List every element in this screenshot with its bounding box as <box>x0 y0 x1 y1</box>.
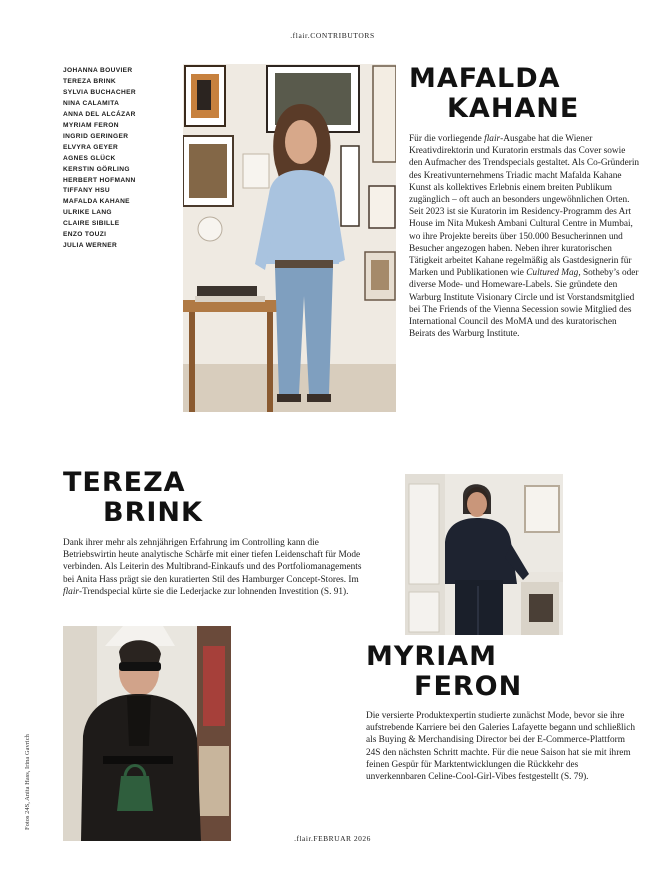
mafalda-kahane-photo <box>183 64 396 412</box>
first-name: TEREZA <box>63 467 186 498</box>
contributor-name: AGNES GLÜCK <box>63 154 116 162</box>
tereza-brink-name <box>63 468 263 528</box>
first-name: MAFALDA <box>409 63 561 94</box>
contributor-name: MAFALDA KAHANE <box>63 198 130 206</box>
contributor-name: NINA CALAMITA <box>63 99 120 107</box>
contributor-name: TIFFANY HSU <box>63 187 110 195</box>
last-name: KAHANE <box>447 93 580 124</box>
last-name: FERON <box>414 671 523 702</box>
myriam-feron-name <box>366 642 566 702</box>
page-footer: .flair.FEBRUAR 2026 <box>294 834 371 843</box>
tereza-brink-photo <box>63 626 231 841</box>
section-header: .flair.CONTRIBUTORS <box>290 31 375 40</box>
contributor-name: ENZO TOUZI <box>63 231 107 239</box>
mafalda-kahane-name <box>409 64 609 124</box>
contributor-name: CLAIRE SIBILLE <box>63 220 120 228</box>
first-name: MYRIAM <box>366 641 498 672</box>
myriam-feron-photo <box>405 474 563 635</box>
contributor-name: INGRID GERINGER <box>63 132 129 140</box>
photo-credit: Fotos 24S, Anita Hass, Irina Gavrich <box>24 734 31 830</box>
contributor-name: MYRIAM FERON <box>63 121 119 129</box>
contributor-name: ELVYRA GEYER <box>63 143 119 151</box>
contributor-name: TEREZA BRINK <box>63 77 117 85</box>
contributor-name: JOHANNA BOUVIER <box>63 67 133 74</box>
myriam-feron-bio: Die versierte Produktexpertin studierte zunächst Mode, bevor sie ihre aufstrebende Karriere bei den Galeries Lafayette begann und schließlich als Buying & Merchandising Director bei der E-Commerce-Plattform 24S den nächsten Schritt machte. Für die neue Saison hat sie mit ihrem feinen Gespür für Marktentwicklungen die Rückkehr des unverkennbaren Celine-Cool-Girl-Vibes festgestellt (S. 79). <box>366 711 635 783</box>
contributor-name: JULIA WERNER <box>63 242 118 250</box>
last-name: BRINK <box>103 497 203 528</box>
contributor-name: HERBERT HOFMANN <box>63 176 136 184</box>
contributor-name: ULRIKE LANG <box>63 209 112 217</box>
contributor-name: SYLVIA BUCHACHER <box>63 88 137 96</box>
contributor-name: ANNA DEL ALCÁZAR <box>63 110 136 118</box>
contributor-name: KERSTIN GÖRLING <box>63 165 130 173</box>
contributors-list <box>63 66 136 252</box>
tereza-brink-bio: Dank ihrer mehr als zehnjährigen Erfahrung im Controlling kann die Betriebswirtin heute analytische Schärfe mit einer tiefen Leidenschaft für Mode verbinden. Als Leiterin des Multibrand-Einkaufs und des Portfoliomanagements bei Anita Hass prägt sie den kuratierten Stil des Hamburger Concept-Stores. Im flair-Trendspecial kürte sie die Lederjacke zur lohnenden Investition (S. 91). <box>63 538 362 597</box>
mafalda-kahane-bio: Für die vorliegende flair-Ausgabe hat die Wiener Kreativdirektorin und Kuratorin erstmals das Cover sowie den Aufmacher des Trendspecials gestaltet. Als Co-Gründerin des Kreativunternehmens Triadic macht Mafalda Kahane Kunst als kollektives Erlebnis einem breiten Publikum zugänglich – oft auch an besonders ungewöhnlichen Orten. Seit 2023 ist sie Kuratorin im Residency-Programm des Art House im Nita Mukesh Ambani Cultural Centre in Mumbai, wo ihre Projekte bereits über 150.000 Besucherinnen und Besucher angezogen haben. Neben ihrer kuratorischen Tätigkeit arbeitet Kahane regelmäßig als Gastdesignerin für Marken und Publikationen wie Cultured Mag, Sotheby’s oder diverse Mode- und Homeware-Labels. Sie gründete den Warburg Institute Visionary Circle und ist Vorstandsmitglied bei The Friends of the Vienna Secession sowie Mitglied des International Council des MoMA und des kuratorischen Beirats des Warburg Institute. <box>409 134 640 340</box>
